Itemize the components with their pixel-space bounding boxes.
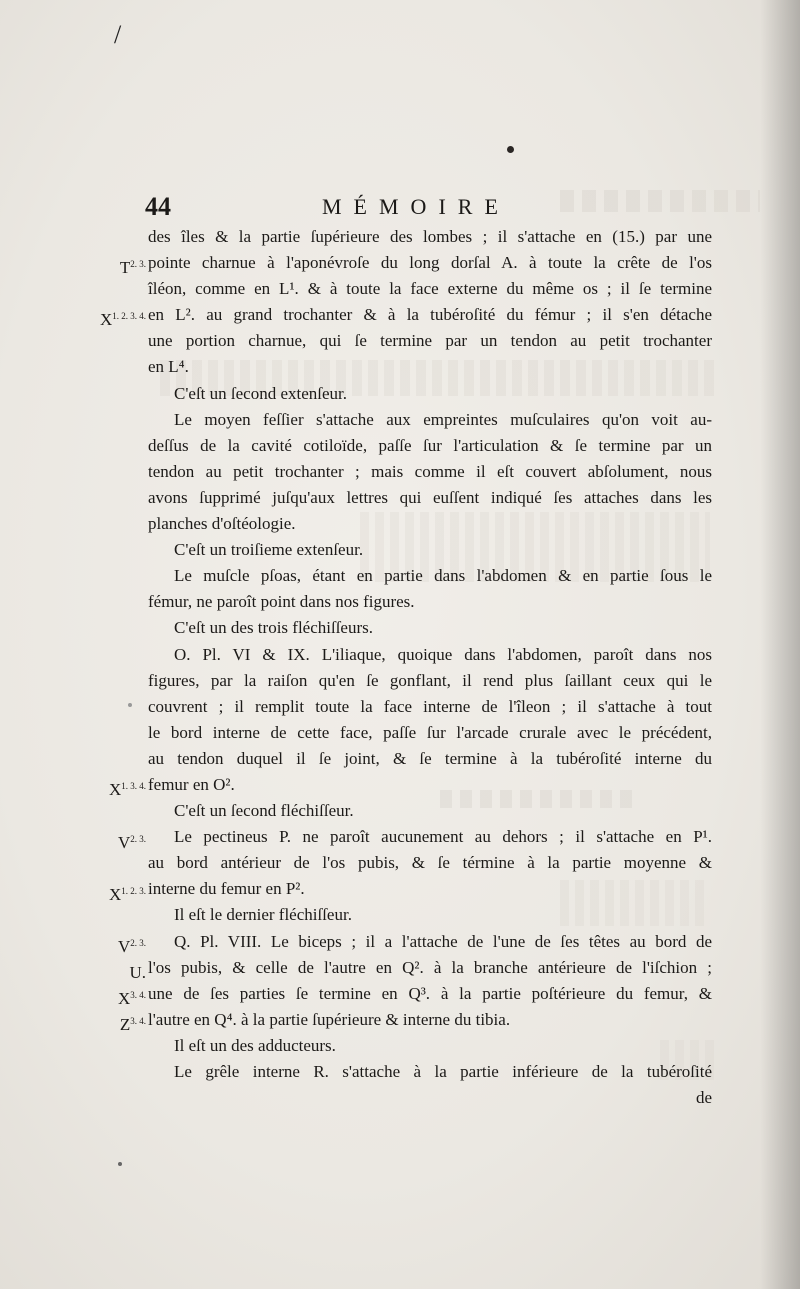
margin-note: $T^{2. 3.}$ [119,258,146,277]
text-line: Le pectineus P. ne paroît aucunement au dehors ; il s'attache en P¹. [174,827,712,847]
text-line: avons ſupprimé juſqu'aux lettres qui euſſent indiqué ſes attaches dans les [148,487,712,507]
text-line: une portion charnue, qui ſe termine par un tendon au petit trochanter [148,331,712,351]
text-line: fémur, ne paroît point dans nos figures. [148,592,415,612]
margin-note: $X^{3. 4.}$ [117,989,146,1008]
text-line: planches d'oſtéologie. [148,514,296,534]
margin-note: $V^{2. 3.}$ [117,833,146,852]
text-line: Q. Pl. VIII. Le biceps ; il a l'attache de l'une de ſes têtes au bord de [174,931,712,951]
text-line: C'eſt un des trois fléchiſſeurs. [174,618,373,638]
pen-mark: / [114,20,122,49]
text-line: C'eſt un ſecond extenſeur. [174,383,348,403]
margin-note: $X^{1. 2. 3.}$ [108,885,146,904]
text-line: C'eſt un ſecond fléchiſſeur. [174,801,354,821]
text-line: en L⁴. [148,357,189,377]
text-line: interne du femur en P². [148,879,305,899]
catchword: de [695,1088,712,1108]
body-text [148,224,712,1111]
ink-spot [128,703,132,707]
text-line: deſſus de la cavité cotiloïde, paſſe ſur l'articulation & ſe termine par un [148,435,712,455]
text-line: Le muſcle pſoas, étant en partie dans l'abdomen & en partie ſous le [174,566,712,586]
ink-spot [507,146,514,153]
text-line: le bord interne de cette face, paſſe ſur l'arcade crurale avec le précédent, [148,722,712,742]
text-line: O. Pl. VI & IX. L'iliaque, quoique dans l'abdomen, paroît dans nos [174,644,712,664]
ink-spot [118,1162,122,1166]
margin-note: $Z^{3. 4.}$ [119,1015,146,1034]
text-line: l'os pubis, & celle de l'autre en Q². à la branche antérieure de l'iſchion ; [148,957,712,977]
text-line: îléon, comme en L¹. & à toute la face externe du même os ; il ſe termine [148,279,712,299]
text-line: tendon au petit trochanter ; mais comme il eſt couvert abſolument, nous [148,461,712,481]
text-line: au bord antérieur de l'os pubis, & ſe términe à la partie moyenne & [148,853,712,873]
page-header [0,192,800,222]
page-number: 44 [145,192,171,221]
text-line: Le moyen feſſier s'attache aux empreintes muſculaires qu'on voit au- [174,409,712,429]
text-line: une de ſes parties ſe termine en Q³. à la partie poſtérieure du femur, & [148,983,712,1003]
text-line: en L². au grand trochanter & à la tubéroſité du fémur ; il s'en détache [148,305,712,325]
text-line: pointe charnue à l'aponévroſe du long dorſal A. à toute la crête de l'os [148,253,712,273]
text-line: Il eſt un des adducteurs. [174,1035,336,1055]
running-title: MÉMOIRE [322,194,510,219]
text-line: l'autre en Q⁴. à la partie ſupérieure & interne du tibia. [148,1009,511,1029]
text-line: Il eſt le dernier fléchiſſeur. [174,905,352,925]
margin-note: $X^{1. 3. 4.}$ [108,780,146,799]
text-line: couvrent ; il remplit toute la face interne de l'îleon ; il s'attache à tout [148,696,712,716]
margin-note: $V^{2. 3.}$ [117,937,146,956]
text-line: Le grêle interne R. s'attache à la partie inférieure de la tubéroſité [174,1062,712,1081]
text-line: C'eſt un troiſieme extenſeur. [174,540,364,560]
text-line: femur en O². [148,774,235,794]
margin-note: $X^{1. 2. 3. 4.}$ [99,310,146,329]
text-line: des îles & la partie ſupérieure des lombes ; il s'attache en (15.) par une [148,227,712,246]
text-line: au tendon duquel il ſe joint, & ſe termine à la tubéroſité interne du [148,748,712,768]
margin-note: U. [129,963,146,982]
text-line: figures, par la raiſon qu'en ſe gonflant, il rend plus ſaillant ceux qui le [148,670,712,690]
